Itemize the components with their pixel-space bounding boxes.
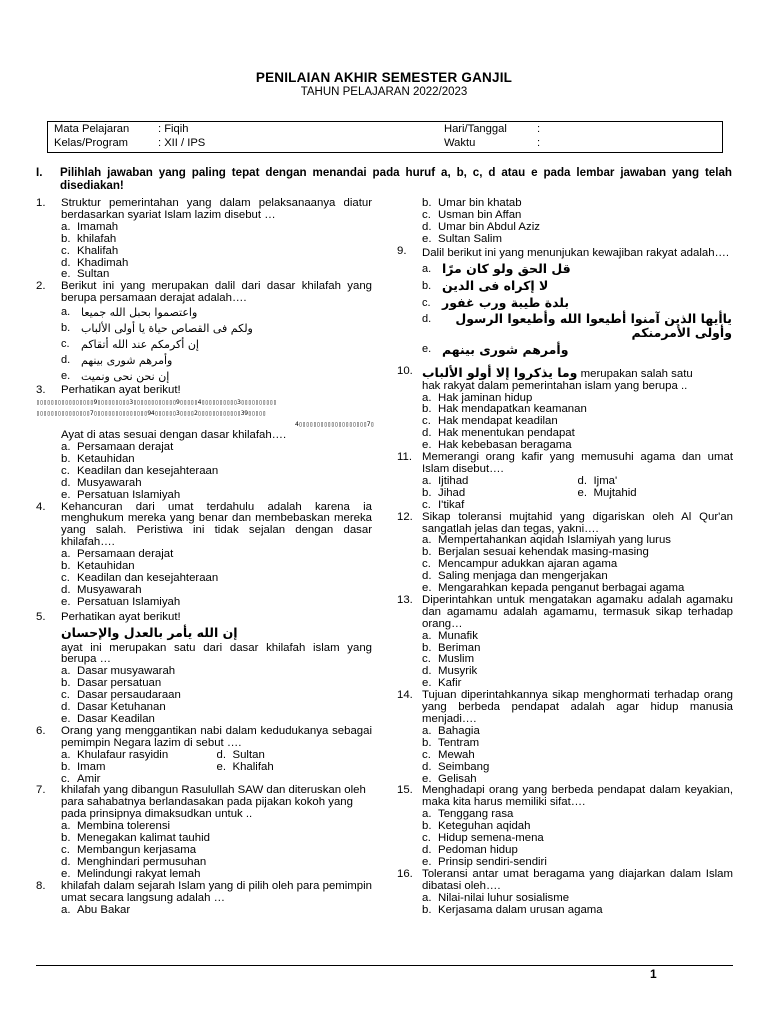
garbled-ayat-line-3: 4▯▯▯▯▯▯▯▯▯▯▯▯▯▯▯▯▯▯▯7▯ — [294, 421, 374, 429]
option-a: a. Imamah — [61, 220, 119, 233]
question-2 — [36, 281, 372, 385]
question-number: 14. — [397, 689, 413, 702]
question-stem: Tujuan diperintahkannya sikap menghormati terhadap orang yang berbeda pendapat adalah agar hidup manusia menjadi…. — [422, 689, 733, 725]
info-box — [47, 121, 723, 153]
option-e: e. Sultan Salim — [422, 232, 502, 245]
question-stem: Toleransi antar umat beragama yang diajarkan dalam Islam dibatasi oleh…. — [422, 867, 733, 892]
question-number: 16. — [397, 867, 413, 880]
right-column — [397, 198, 733, 916]
question-stem: Perhatikan ayat berikut! — [61, 384, 181, 397]
option-e: e. Prinsip sendiri-sendiri — [422, 855, 547, 868]
option-c: c. Muslim — [422, 653, 475, 666]
option-a: a. Khulafaur rasyidin — [61, 748, 169, 761]
hari-value: : — [537, 123, 541, 135]
option-b: b. Kerjasama dalam urusan agama — [422, 903, 603, 916]
option-a: a. Persamaan derajat — [61, 548, 174, 561]
kelas-label: Kelas/Program — [54, 137, 128, 149]
question-number: 1. — [36, 197, 46, 209]
question-stem-2: hak rakyat dalam pemerintahan islam yang berupa .. — [422, 379, 688, 392]
option-d: d. Pedoman hidup — [422, 843, 518, 856]
waktu-value: : — [537, 137, 541, 149]
question-stem: Orang yang menggantikan nabi dalam kedudukanya sebagai pemimpin Negara lazim di sebut …. — [61, 724, 372, 749]
question-5 — [36, 612, 372, 726]
question-number: 15. — [397, 784, 413, 797]
option-c: c. Usman bin Affan — [422, 208, 522, 221]
option-e: e. وأمرهم شورى بينهم — [422, 341, 569, 357]
question-stem: Dalil berikut ini yang menunjukan kewajiban rakyat adalah…. — [422, 246, 730, 259]
option-c: c. Keadilan dan kesejahteraan — [61, 571, 219, 584]
option-b: b. khilafah — [61, 232, 117, 245]
question-10 — [397, 366, 733, 452]
option-b: b. Imam — [61, 760, 106, 773]
option-a: a. Persamaan derajat — [61, 440, 174, 453]
question-stem: Struktur pemerintahan yang dalam pelaksanaanya diatur berdasarkan syariat Islam lazim disebut … — [61, 197, 372, 221]
option-a: a. Abu Bakar — [61, 903, 131, 916]
option-c: c. Keadilan dan kesejahteraan — [61, 464, 219, 477]
option-c: c. Hidup semena-mena — [422, 832, 544, 845]
option-e: e. Melindungi rakyat lemah — [61, 867, 201, 880]
option-e: e. Persatuan Islamiyah — [61, 488, 181, 501]
question-number: 10. — [397, 364, 413, 377]
option-e: e. Sultan — [61, 268, 110, 281]
option-b: b. Hak mendapatkan keamanan — [422, 403, 587, 416]
option-a: a. Ijtihad — [422, 474, 469, 487]
garbled-ayat-line-2: ▯▯▯▯▯▯▯▯▯▯▯▯▯▯▯7▯▯▯▯▯▯▯▯▯▯▯▯▯▯▯94▯▯▯▯▯▯3▯▯▯▯2▯▯▯▯▯▯▯▯▯▯▯▯39▯▯▯▯▯ — [36, 410, 266, 418]
option-d: d. Sultan — [216, 748, 265, 761]
question-8-continued — [397, 198, 733, 246]
option-d: d. Dasar Ketuhanan — [61, 701, 166, 714]
option-b: b. Jihad — [422, 486, 466, 499]
option-e: e. Persatuan Islamiyah — [61, 595, 181, 608]
option-c: c. Mewah — [422, 748, 475, 761]
question-number: 9. — [397, 244, 407, 257]
option-b: b. Ketauhidan — [61, 452, 135, 465]
mapel-label: Mata Pelajaran — [54, 123, 130, 135]
option-d: d. Saling menjaga dan mengerjakan — [422, 570, 608, 583]
option-b: b. Beriman — [422, 641, 481, 654]
option-b: b. Tentram — [422, 736, 480, 749]
page-title: PENILAIAN AKHIR SEMESTER GANJIL — [255, 70, 513, 85]
question-3 — [36, 385, 372, 501]
option-a: a. Bahagia — [422, 724, 480, 737]
garbled-ayat-line-1: ▯▯▯▯▯▯▯▯▯▯▯▯▯▯▯▯9▯▯▯▯▯▯▯▯▯3▯▯▯▯▯▯▯▯▯▯▯▯9▯▯▯▯▯4▯▯▯▯▯▯▯▯▯▯3▯▯▯▯▯▯▯▯▯▯ — [36, 399, 277, 407]
option-e: e. Hak kebebasan beragama — [422, 439, 572, 452]
option-d: d. Musyrik — [422, 665, 478, 678]
option-a: a. Munafik — [422, 629, 478, 642]
question-number: 12. — [397, 510, 413, 523]
option-d: d. Umar bin Abdul Aziz — [422, 220, 540, 233]
option-c: c. Hak mendapat keadilan — [422, 415, 558, 428]
option-e: e. إن نحن نحى ونميت — [61, 370, 170, 384]
question-1 — [36, 198, 372, 281]
question-number: 6. — [36, 724, 46, 737]
option-a: a. Hak jaminan hidup — [422, 391, 533, 404]
question-number: 7. — [36, 784, 46, 797]
option-e: e. Gelisah — [422, 772, 477, 785]
question-stem: khilafah yang dibangun Rasulullah SAW dan diteruskan oleh para sahabatnya berlandasakan pada pijakan kokoh yang pada prinsipnya dimaksudkan untuk .. — [61, 784, 366, 821]
question-stem-2: ayat ini merupakan satu dari dasar khilafah islam yang berupa … — [61, 641, 372, 666]
instruction — [36, 166, 732, 192]
option-d: d. Musyawarah — [61, 476, 142, 489]
mapel-value: : Fiqih — [158, 123, 189, 135]
option-c: c. Dasar persaudaraan — [61, 689, 181, 702]
option-a: a. Dasar musyawarah — [61, 665, 176, 678]
option-c: c. Mencampur adukkan ajaran agama — [422, 558, 618, 571]
question-9 — [397, 246, 733, 360]
option-c: c. Amir — [61, 772, 101, 785]
ayat: إن الله يأمر بالعدل والإحسان — [61, 624, 238, 640]
option-a: a. Membina tolerensi — [61, 820, 171, 833]
option-c: c. إن أكرمكم عند الله أتقاكم — [61, 338, 199, 352]
option-a: a. Mempertahankan aqidah Islamiyah yang lurus — [422, 534, 672, 547]
option-e: e. Dasar Keadilan — [61, 713, 155, 725]
option-a: a. واعتصموا بحبل الله جميعا — [61, 306, 198, 320]
instruction-number: I. — [36, 166, 43, 179]
option-b: b. لا إكراه فى الدين — [422, 277, 549, 293]
option-a: a. Nilai-nilai luhur sosialisme — [422, 891, 570, 904]
question-8 — [36, 881, 372, 917]
question-16 — [397, 869, 733, 917]
ayat: وما يذكروا إلا أولو الألباب — [422, 364, 578, 380]
kelas-value: : XII / IPS — [158, 137, 206, 149]
question-stem: Perhatikan ayat berikut! — [61, 610, 181, 623]
page-subtitle: TAHUN PELAJARAN 2022/2023 — [300, 86, 468, 98]
option-d: d. Seimbang — [422, 760, 490, 773]
question-stem: khilafah dalam sejarah Islam yang di pilih oleh para pemimpin umat secara langsung adalah … — [61, 879, 372, 904]
question-6 — [36, 726, 372, 786]
question-stem-2: Ayat di atas sesuai dengan dasar khilafah…. — [61, 429, 287, 442]
option-c: c. بلدة طيبة ورب غفور — [422, 294, 570, 310]
option-d: d. Menghindari permusuhan — [61, 855, 207, 868]
question-number: 2. — [36, 280, 46, 293]
option-d: d. Hak menentukan pendapat — [422, 427, 575, 440]
option-b: b. Umar bin khatab — [422, 197, 522, 209]
question-14 — [397, 690, 733, 785]
option-b: b. Dasar persatuan — [61, 677, 162, 690]
option-e: e. Mengarahkan kepada penganut berbagai agama — [422, 582, 685, 595]
option-d: d. ياأيها الذين آمنوا أطيعوا الله وأطيعوا الرسول وأولى الأمرمنكم — [422, 310, 732, 340]
option-e: e. Kafir — [422, 677, 462, 690]
question-number: 4. — [36, 500, 46, 513]
page-number: 1 — [650, 967, 657, 981]
option-b: b. ولكم فى القصاص حياة يا أولى الألباب — [61, 322, 253, 336]
option-d: d. Ijma' — [577, 474, 618, 487]
question-15 — [397, 785, 733, 868]
question-12 — [397, 512, 733, 595]
option-d: d. Khadimah — [61, 256, 129, 269]
waktu-label: Waktu — [444, 137, 476, 149]
question-13 — [397, 595, 733, 690]
question-4 — [36, 502, 372, 609]
option-c: c. I'tikaf — [422, 498, 465, 511]
option-c: c. Khalifah — [61, 244, 119, 257]
option-b: b. Ketauhidan — [61, 560, 135, 573]
question-stem: Berikut ini yang merupakan dalil dari dasar khilafah yang berupa persamaan derajat adalah…. — [61, 280, 372, 305]
option-b: b. Keteguhan aqidah — [422, 820, 531, 833]
question-stem: Sikap toleransi mujtahid yang digariskan oleh Al Qur'an sangatlah jelas dan tegas, yakni…. — [422, 510, 733, 535]
option-b: b. Menegakan kalimat tauhid — [61, 832, 210, 845]
question-number: 3. — [36, 384, 46, 397]
option-d: d. وأمرهم شورى بينهم — [61, 354, 173, 368]
option-e: e. Khalifah — [216, 760, 274, 773]
question-stem: Diperintahkan untuk mengatakan agamaku adalah agamaku dan agamamu adalah agamamu, termasuk sikap terhadap orang… — [422, 593, 733, 630]
question-number: 8. — [36, 879, 46, 892]
option-b: b. Berjalan sesuai kehendak masing-masing — [422, 546, 649, 559]
question-stem: Kehancuran dari umat terdahulu adalah karena ia menghukum mereka yang benar dan membebaskan mereka yang salah. Peristiwa ini tidak sejalan dengan dasar khilafah…. — [61, 500, 372, 549]
option-a: a. قل الحق ولو كان مرًا — [422, 260, 571, 276]
question-7 — [36, 785, 372, 880]
hari-label: Hari/Tanggal — [444, 123, 507, 135]
option-a: a. Tenggang rasa — [422, 808, 514, 821]
question-number: 11. — [397, 451, 412, 464]
footer-divider — [36, 965, 733, 966]
instruction-text: Pilihlah jawaban yang paling tepat dengan menandai pada huruf a, b, c, d atau e pada lembar jawaban yang telah disediakan! — [60, 166, 732, 192]
option-d: d. Musyawarah — [61, 583, 142, 596]
question-number: 13. — [397, 593, 413, 606]
option-e: e. Mujtahid — [577, 486, 637, 499]
left-column — [36, 198, 372, 916]
question-stem: Memerangi orang kafir yang memusuhi agama dan umat Islam disebut…. — [422, 451, 733, 475]
question-stem: Menghadapi orang yang berbeda pendapat dalam keyakian, maka kita harus memiliki sifat…. — [422, 784, 733, 809]
question-stem: merupakan salah satu — [580, 367, 693, 380]
option-c: c. Membangun kerjasama — [61, 843, 197, 856]
question-number: 5. — [36, 610, 46, 623]
question-11 — [397, 452, 733, 512]
